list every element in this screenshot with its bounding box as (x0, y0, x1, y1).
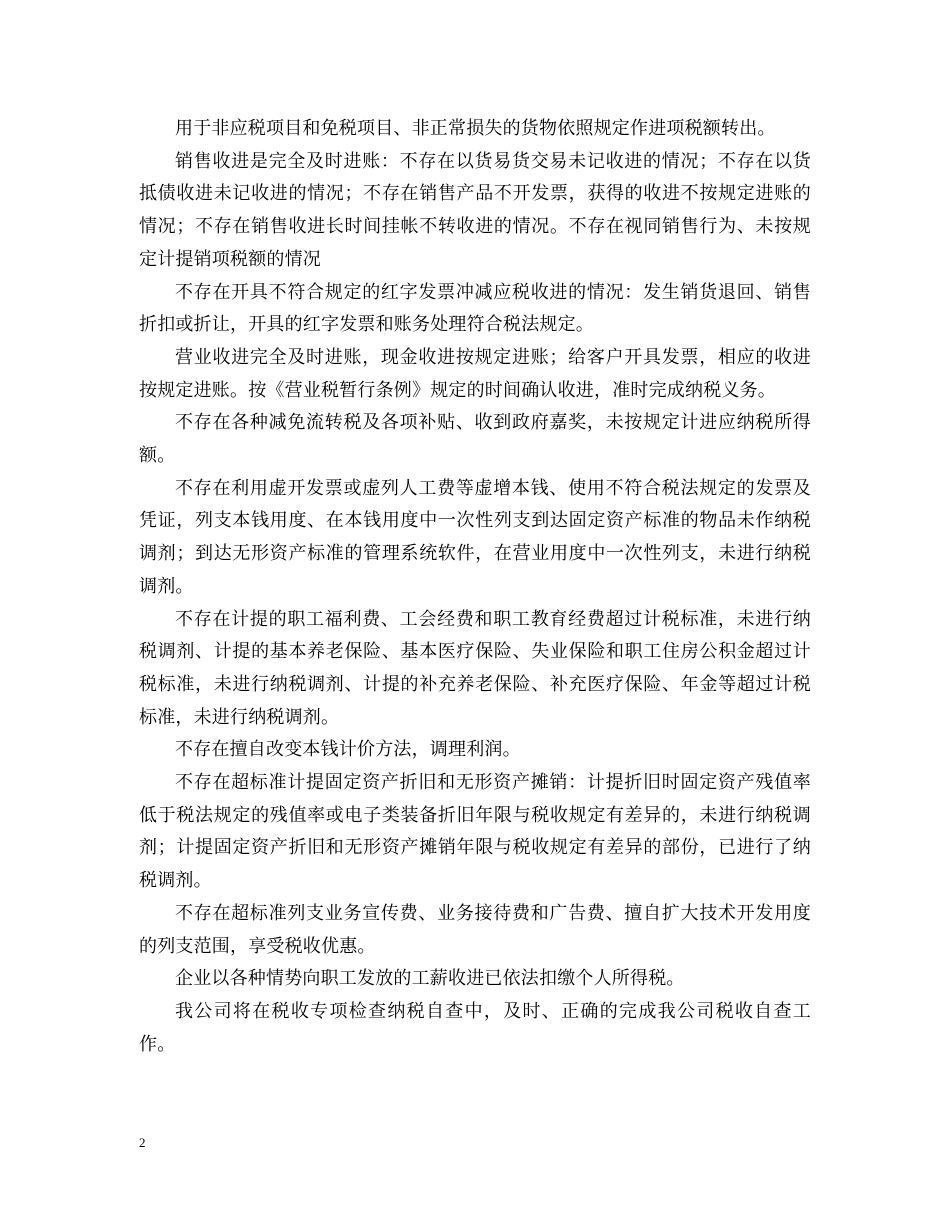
paragraph-5: 不存在各种减免流转税及各项补贴、收到政府嘉奖，未按规定计进应纳税所得额。 (139, 412, 811, 467)
paragraph-6: 不存在利用虚开发票或虚列人工费等虚增本钱、使用不符合税法规定的发票及凭证，列支本钱用度、在本钱用度中一次性列支到达固定资产标准的物品未作纳税调剂；到达无形资产标准的管理系统软件，在营业用度中一次性列支，未进行纳税调剂。 (139, 477, 811, 597)
paragraph-11: 企业以各种情势向职工发放的工薪收进已依法扣缴个人所得税。 (175, 968, 685, 990)
paragraph-10: 不存在超标准列支业务宣传费、业务接待费和广告费、擅自扩大技术开发用度的列支范围，享受税收优惠。 (139, 902, 811, 957)
paragraph-1: 用于非应税项目和免税项目、非正常损失的货物依照规定作进项税额转出。 (175, 118, 776, 139)
paragraph-8: 不存在擅自改变本钱计价方法，调理利润。 (175, 739, 521, 761)
document-body (139, 113, 811, 1061)
paragraph-7: 不存在计提的职工福利费、工会经费和职工教育经费超过计税标准，未进行纳税调剂、计提的基本养老保险、基本医疗保险、失业保险和职工住房公积金超过计税标准，未进行纳税调剂、计提的补充养老保险、补充医疗保险、年金等超过计税标准，未进行纳税调剂。 (139, 608, 811, 728)
paragraph-3: 不存在开具不符合规定的红字发票冲减应税收进的情况：发生销货退回、销售折扣或折让，开具的红字发票和账务处理符合税法规定。 (139, 281, 811, 336)
paragraph-4: 营业收进完全及时进账，现金收进按规定进账；给客户开具发票，相应的收进按规定进账。按《营业税暂行条例》规定的时间确认收进，准时完成纳税义务。 (139, 346, 811, 401)
page-number: 2 (139, 1135, 146, 1150)
paragraph-9: 不存在超标准计提固定资产折旧和无形资产摊销：计提折旧时固定资产残值率低于税法规定的残值率或电子类装备折旧年限与税收规定有差异的，未进行纳税调剂；计提固定资产折旧和无形资产摊销年限与税收规定有差异的部份，已进行了纳税调剂。 (139, 772, 811, 892)
paragraph-2: 销售收进是完全及时进账：不存在以货易货交易未记收进的情况；不存在以货抵债收进未记收进的情况；不存在销售产品不开发票，获得的收进不按规定进账的情况；不存在销售收进长时间挂帐不转收进的情况。不存在视同销售行为、未按规定计提销项税额的情况 (139, 150, 811, 270)
paragraph-12: 我公司将在税收专项检查纳税自查中，及时、正确的完成我公司税收自查工作。 (139, 1000, 811, 1055)
